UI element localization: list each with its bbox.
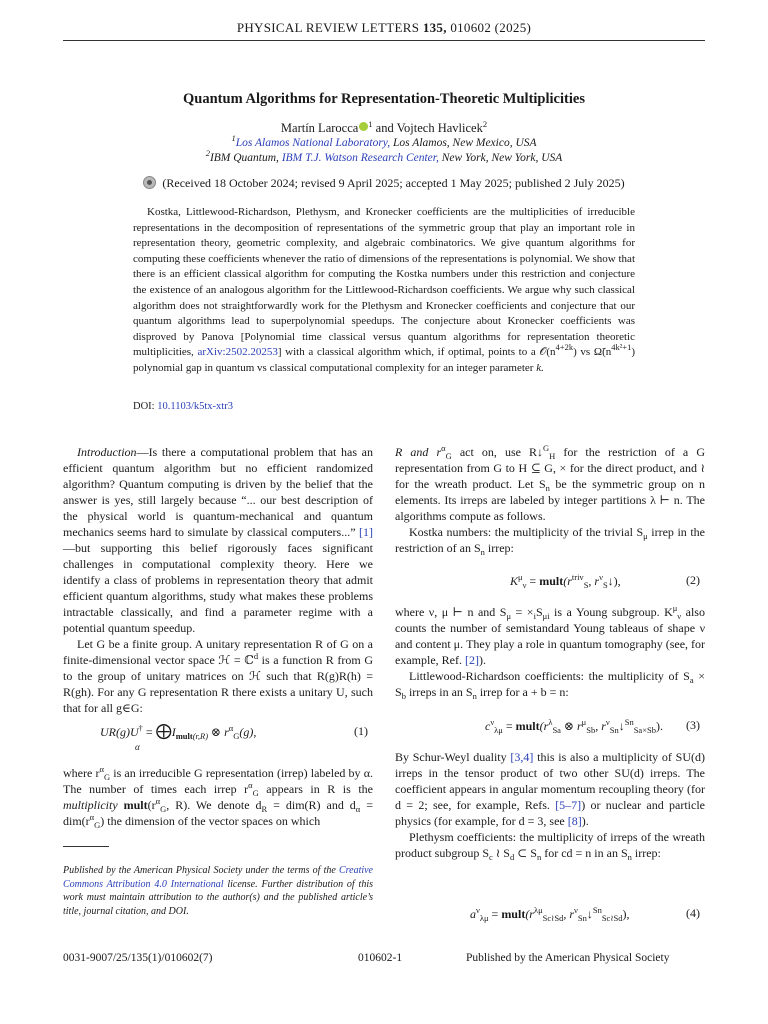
subscript: i <box>533 611 536 621</box>
equation-text: S <box>583 580 589 590</box>
paragraph-text: ≀ S <box>492 846 510 860</box>
paragraph-text: this is also a multiplicity of SU(d) irreps in the tensor product of two other SU(d) irreps. The coefficient appears in angular momentum recoupling theory (for d = 2; see, for example, Refs. <box>395 750 706 812</box>
equation-text: λμ <box>479 913 489 923</box>
equation-text: † <box>138 723 143 733</box>
subscript: n <box>627 852 632 862</box>
affiliation-sup: 1 <box>231 133 236 143</box>
equation-text: Sa <box>552 725 561 735</box>
paragraph-text: act on, use R↓ <box>451 445 544 459</box>
paragraph-text: = dim(r <box>63 798 373 828</box>
subscript: μ <box>506 611 512 621</box>
equation-text: λ <box>548 717 553 727</box>
affiliation-link[interactable]: IBM T.J. Watson Research Center, <box>281 152 439 164</box>
abstract-text: Kostka, Littlewood-Richardson, Plethysm, and Kronecker coefficients are the multiplicities of irreducible representations in the decomposition of representations of the symmetric group that play an important role in representation theory, geometric complexity, and algebraic combinatorics. We give quantum algorithms for computing these coefficients whenever the ratio of dimensions of the representations is polynomial. We show that there is an efficient classical algorithm for computing the Kostka numbers under this restriction and conjecture the existence of an analogous algorithm for the Littlewood-Richardson coefficients. We argue why such classical algorithm does not straightforwardly work for the Plethysm and Kronecker coefficients and conjecture that our quantum algorithms lead to superpolynomial speedups. The conjecture about Kronecker coefficients was disproved by Panova [Polynomial time classical versus quantum algorithms for representation theoretic multiplicities, <box>133 206 635 359</box>
subscript: G <box>103 772 111 782</box>
equation-text: mult <box>539 574 564 588</box>
check-for-updates-icon[interactable] <box>143 176 156 189</box>
equation-text: ν <box>574 905 578 915</box>
reference-link[interactable]: [3,4] <box>510 750 534 764</box>
doi <box>133 401 233 412</box>
paragraph-text: is a function R from G to the group of unitary matrices on ℋ such that R(g)R(h) = R(gh). For any G representation R there exists a unitary U, such that for all g∈G: <box>63 653 373 715</box>
equation-text: = <box>142 725 156 739</box>
publication-dates <box>0 176 768 191</box>
paragraph-text: irrep: <box>484 541 514 555</box>
equation-number: (4) <box>686 906 700 920</box>
equation-text: ,R) <box>197 731 209 741</box>
equation-text: α <box>228 723 234 733</box>
paragraph-text: irrep in the restriction of an S <box>395 525 705 555</box>
footer-publisher: Published by the American Physical Society <box>466 952 670 964</box>
subscript: c <box>489 852 493 862</box>
equation-text: α <box>135 742 140 752</box>
doi-link[interactable]: 10.1103/k5tx-xtr3 <box>157 401 233 412</box>
superscript: α <box>155 796 161 806</box>
subscript: μ <box>643 531 648 541</box>
paragraph <box>395 524 705 556</box>
equation-number: (3) <box>686 718 700 732</box>
doi-label: DOI: <box>133 401 158 412</box>
paragraph <box>395 829 705 861</box>
paragraph-text: S <box>535 605 543 619</box>
subscript: G <box>445 451 452 461</box>
paragraph-text: where r <box>63 766 100 780</box>
equation-text: (r <box>192 731 198 741</box>
paragraph-text: where ν, μ ⊢ n and S <box>395 605 507 619</box>
author-name: Vojtech Havlicek <box>396 121 483 135</box>
equation-text: λμ <box>533 905 543 915</box>
equation-text: S <box>602 580 608 590</box>
equation-text: ν <box>599 572 603 582</box>
equation-text: Sn <box>592 905 602 915</box>
equation-text: Sc≀Sd <box>601 913 623 923</box>
affiliation <box>0 148 768 164</box>
paragraph-text: —but supporting this belief rigorously faces significant challenges in computational complexity theory. Here we identify a class of problems in representation theory that admit efficient quantum algorithms, study what makes these problems intractable classically, and find a parameter regime with a potential quantum speedup. <box>63 541 373 635</box>
subscript: n <box>536 852 542 862</box>
equation-text: UR(g)U <box>100 725 139 739</box>
author-affil-sup: 1 <box>368 119 373 129</box>
paragraph-text: (r <box>147 798 156 812</box>
affiliation <box>0 133 768 149</box>
paragraph-text: mult <box>117 798 148 812</box>
equation-text: = <box>488 907 502 921</box>
paragraph-text: , R). We denote d <box>166 798 262 812</box>
paragraph <box>395 749 705 829</box>
subscript: d <box>509 852 515 862</box>
paragraph-text: irrep: <box>631 846 661 860</box>
affiliation-sup: 2 <box>205 148 210 158</box>
paragraph-text: = dim(R) and d <box>267 798 356 812</box>
paragraph-text: Littlewood-Richardson coefficients: the multiplicity of S <box>409 669 690 683</box>
equation-text: c <box>485 719 491 733</box>
footnote-text: Published by the American Physical Society under the terms of the <box>63 865 339 876</box>
abstract-text: ) polynomial gap in quantum vs classical computational complexity for an integer parameter <box>133 346 635 374</box>
right-column-top <box>395 444 705 556</box>
equation-number: (1) <box>354 724 368 738</box>
subscript: G <box>252 788 259 798</box>
arxiv-link[interactable]: arXiv:2502.20253 <box>197 346 278 359</box>
paragraph <box>395 444 705 524</box>
equation-text: Sn <box>624 717 634 727</box>
paragraph-text: also counts the number of semistandard Young tableaus of shape ν and content μ. They play a role in quantum tomography (see, for example, Ref. <box>395 605 706 667</box>
paragraph-text: Let G be a finite group. A unitary representation R of G on a finite-dimensional vector space ℋ = ℂ <box>63 637 373 667</box>
paragraph-text: is an irreducible G representation (irrep) labeled by α. The number of times each irrep r <box>63 766 373 796</box>
equation-text: a <box>470 907 476 921</box>
license-link[interactable]: Creative Commons Attribution 4.0 International <box>63 865 373 890</box>
subscript: n <box>472 691 477 701</box>
author-affil-sup: 2 <box>482 119 488 129</box>
equation-text: ), <box>613 574 621 588</box>
equation-text: μ <box>518 572 523 582</box>
subscript: b <box>401 691 406 701</box>
equation-text: mult <box>515 719 540 733</box>
equation-text: , r <box>563 907 575 921</box>
left-column-definitions <box>63 765 373 829</box>
affiliation-org: IBM Quantum, <box>209 152 282 164</box>
paragraph-text: R and r <box>395 445 442 459</box>
equation-text: ↓ <box>618 719 625 733</box>
equation-text: = <box>502 719 516 733</box>
subscript: R <box>261 804 268 814</box>
paragraph-text: irrep for a + b = n: <box>476 685 569 699</box>
orcid-icon[interactable] <box>359 122 368 131</box>
equation-text: Sc≀Sd <box>542 913 564 923</box>
superscript: G <box>543 443 550 453</box>
paragraph-text: ) or nuclear and particle physics (for example, for d = 3, see <box>395 798 706 828</box>
equation-text: ν <box>476 905 480 915</box>
paragraph-text: multiplicity <box>63 798 118 812</box>
equation-text: , r <box>595 719 606 733</box>
right-column-kostka <box>395 604 705 700</box>
paragraph <box>63 444 373 636</box>
superscript: μ <box>672 603 678 613</box>
subscript: n <box>480 547 485 557</box>
paragraph <box>63 765 373 829</box>
paragraph-text: for the restriction of a G representation from G to H ⊆ G, × for the direct product, and ≀ for the wreath product. Let S <box>395 445 705 491</box>
equation-text: ). <box>655 719 663 733</box>
equation-text: Sb <box>586 725 596 735</box>
equation-text: ↓ <box>586 907 593 921</box>
paragraph-text: is a Young subgroup. K <box>549 605 673 619</box>
paragraph-text: irreps in an S <box>405 685 473 699</box>
equation-1 <box>100 723 257 752</box>
section-heading: Introduction <box>77 445 137 459</box>
paper-title: Quantum Algorithms for Representation-Theoretic Multiplicities <box>183 91 585 107</box>
paragraph-text: —Is there a computational problem that has an efficient quantum algorithm but no efficient randomized algorithm? Quantum computing is driven by the belief that the answer is yes, still largely because “... our best description of the physical world is quantum-mechanical and quantum mechanics seems hard to simulate by classical computers...” <box>63 445 373 539</box>
superscript: α <box>441 443 446 453</box>
running-head <box>0 20 768 36</box>
reference-link[interactable]: [8] <box>567 814 582 828</box>
equation-text: (r <box>563 574 572 588</box>
equation-text: (r <box>539 719 549 733</box>
paragraph-text: ). <box>581 814 589 828</box>
dates-text: (Received 18 October 2024; revised 9 April 2025; accepted 1 May 2025; published 2 July 2025) <box>162 176 625 190</box>
paragraph-text: Kostka numbers: the multiplicity of the trivial S <box>409 525 644 539</box>
right-column-lr <box>395 749 705 861</box>
abstract-text: ] with a classical algorithm which, if optimal, points to a 𝒪(n <box>277 346 556 359</box>
equation-number: (2) <box>686 573 700 587</box>
author-name: Martín Larocca <box>280 121 359 135</box>
subscript: n <box>545 483 550 493</box>
equation-text: ν <box>605 717 610 727</box>
author-separator: and <box>372 121 397 135</box>
paragraph-text: be the symmetric group on n elements. Its irreps are labeled by integer partitions λ ⊢ n. The algorithms compute as follows. <box>395 477 706 523</box>
equation-text: I <box>171 725 176 739</box>
equation-text: Sn <box>609 725 619 735</box>
paragraph <box>395 668 705 700</box>
superscript: α <box>99 764 104 774</box>
equation-3 <box>485 718 663 734</box>
license-footnote <box>63 864 373 918</box>
reference-link[interactable]: [5–7] <box>555 798 582 812</box>
equation-text: = <box>526 574 540 588</box>
equation-text: Sn <box>577 913 587 923</box>
equation-text: G <box>233 731 240 741</box>
equation-text: ν <box>490 717 495 727</box>
equation-text: , r <box>588 574 600 588</box>
equation-text: mult <box>175 731 193 741</box>
paragraph-text: = × <box>511 605 534 619</box>
left-column-intro <box>63 444 373 716</box>
equation-text: ⊗ r <box>560 719 582 733</box>
paragraph-text: ⊂ S <box>514 846 537 860</box>
equation-2 <box>510 573 621 589</box>
journal-volume: 135, <box>422 20 447 35</box>
header-rule <box>63 40 705 41</box>
journal-name: PHYSICAL REVIEW LETTERS <box>236 20 420 35</box>
equation-text: λμ <box>494 725 503 735</box>
paragraph-text: × S <box>395 669 705 699</box>
abstract-text: ) vs Ω̃(n <box>573 346 612 359</box>
abstract-exponent: 4k²+1 <box>611 342 632 353</box>
footer-issn: 0031-9007/25/135(1)/010602(7) <box>63 952 213 964</box>
subscript: G <box>160 804 167 814</box>
equation-text: ↓ <box>607 574 614 588</box>
subscript: G <box>94 820 101 830</box>
paragraph-text: Plethysm coefficients: the multiplicity of irreps of the wreath product subgroup S <box>395 830 705 860</box>
equation-4 <box>470 906 630 922</box>
abstract-text: k. <box>536 361 544 374</box>
subscript: ν <box>677 611 682 621</box>
paragraph-text: ) the dimension of the vector spaces on which <box>100 814 321 828</box>
footnote-text: license. Further distribution of this work must maintain attribution to the author(s) and the published article’s title, journal citation, and DOI. <box>63 878 373 917</box>
equation-text: ⨁ <box>155 723 172 740</box>
equation-text: K <box>510 574 519 588</box>
equation-text: ν <box>522 580 527 590</box>
equation-text: μ <box>581 717 587 727</box>
equation-text: mult <box>501 907 526 921</box>
affiliation-location: Los Alamos, New Mexico, USA <box>390 137 537 149</box>
paragraph <box>395 604 705 668</box>
footnote-rule <box>63 846 109 847</box>
paragraph <box>63 636 373 716</box>
paragraph-text: By Schur-Weyl duality <box>395 750 511 764</box>
equation-text: (r <box>525 907 534 921</box>
equation-text: Sa×Sb <box>633 725 656 735</box>
equation-text: triv <box>571 572 584 582</box>
paragraph-text: appears in R is the <box>258 782 374 796</box>
author-list <box>0 121 768 136</box>
reference-link[interactable]: [2] <box>464 653 479 667</box>
affiliation-link[interactable]: Los Alamos National Laboratory, <box>235 137 391 149</box>
reference-link[interactable]: [1] <box>359 525 373 539</box>
equation-text: (g), <box>239 725 257 739</box>
equation-text: ⊗ r <box>208 725 229 739</box>
abstract-exponent: 4+2k <box>555 342 574 353</box>
superscript: d <box>253 651 259 661</box>
equation-text: ), <box>622 907 630 921</box>
superscript: α <box>248 780 253 790</box>
subscript: a <box>689 675 694 685</box>
superscript: α <box>89 812 95 822</box>
abstract <box>133 205 635 377</box>
subscript: H <box>549 451 556 461</box>
subscript: α <box>355 804 361 814</box>
paragraph-text: ). <box>478 653 486 667</box>
affiliation-location: New York, New York, USA <box>438 152 563 164</box>
paragraph-text: for cd = n in an S <box>541 846 628 860</box>
subscript: μi <box>542 611 550 621</box>
footer-page-number: 010602-1 <box>358 952 403 964</box>
article-number: 010602 (2025) <box>450 20 532 35</box>
